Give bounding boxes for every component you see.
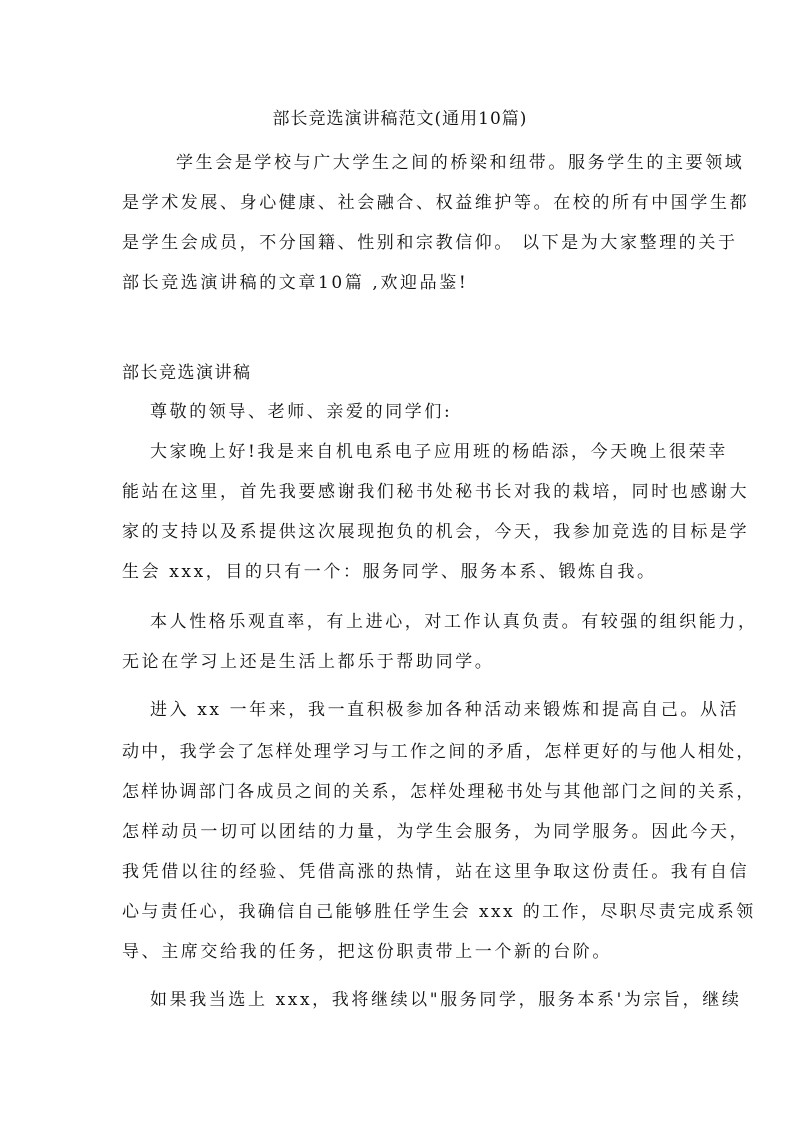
intro-line: 学生会是学校与广大学生之间的桥梁和纽带。服务学生的主要领域 (176, 153, 745, 173)
paragraph-line: 怎样协调部门各成员之间的关系，怎样处理秘书处与其他部门之间的关系， (122, 782, 756, 802)
paragraph-line: 动中，我学会了怎样处理学习与工作之间的矛盾，怎样更好的与他人相处， (122, 742, 756, 762)
paragraph-line: 怎样动员一切可以团结的力量，为学生会服务，为同学服务。因此今天， (122, 822, 750, 842)
paragraph-line: 能站在这里，首先我要感谢我们秘书处秘书长对我的栽培，同时也感谢大 (122, 482, 750, 502)
paragraph-line: 导、主席交给我的任务，把这份职责带上一个新的台阶。 (122, 942, 612, 962)
paragraph-line: 进入 xx 一年来，我一直积极参加各种活动来锻炼和提高自己。从活 (150, 700, 740, 720)
paragraph-line: 本人性格乐观直率，有上进心，对工作认真负责。有较强的组织能力， (150, 612, 758, 632)
document-title: 部长竞选演讲稿范文(通用10篇) (272, 109, 528, 129)
paragraph-line: 心与责任心，我确信自己能够胜任学生会 xxx 的工作，尽职尽责完成系领 (122, 902, 756, 922)
paragraph-line: 我凭借以往的经验、凭借高涨的热情，站在这里争取这份责任。我有自信 (122, 862, 750, 882)
intro-line: 部长竞选演讲稿的文章10篇 ,欢迎品鉴! (122, 273, 469, 293)
greeting: 尊敬的领导、老师、亲爱的同学们: (150, 402, 453, 422)
paragraph-line: 无论在学习上还是生活上都乐于帮助同学。 (122, 652, 495, 672)
paragraph-line: 如果我当选上 xxx，我将继续以"服务同学，服务本系'为宗旨，继续 (150, 990, 742, 1010)
intro-line: 是学术发展、身心健康、社会融合、权益维护等。在校的所有中国学生都 (122, 193, 750, 213)
intro-line: 是学生会成员，不分国籍、性别和宗教信仰。 以下是为大家整理的关于 (122, 233, 738, 253)
paragraph-line: 大家晚上好!我是来自机电系电子应用班的杨皓添，今天晚上很荣幸 (150, 442, 728, 462)
paragraph-line: 生会 xxx，目的只有一个：服务同学、服务本系、锻炼自我。 (122, 562, 657, 582)
paragraph-line: 家的支持以及系提供这次展现抱负的机会，今天，我参加竞选的目标是学 (122, 522, 750, 542)
section-heading: 部长竞选演讲稿 (122, 363, 252, 383)
